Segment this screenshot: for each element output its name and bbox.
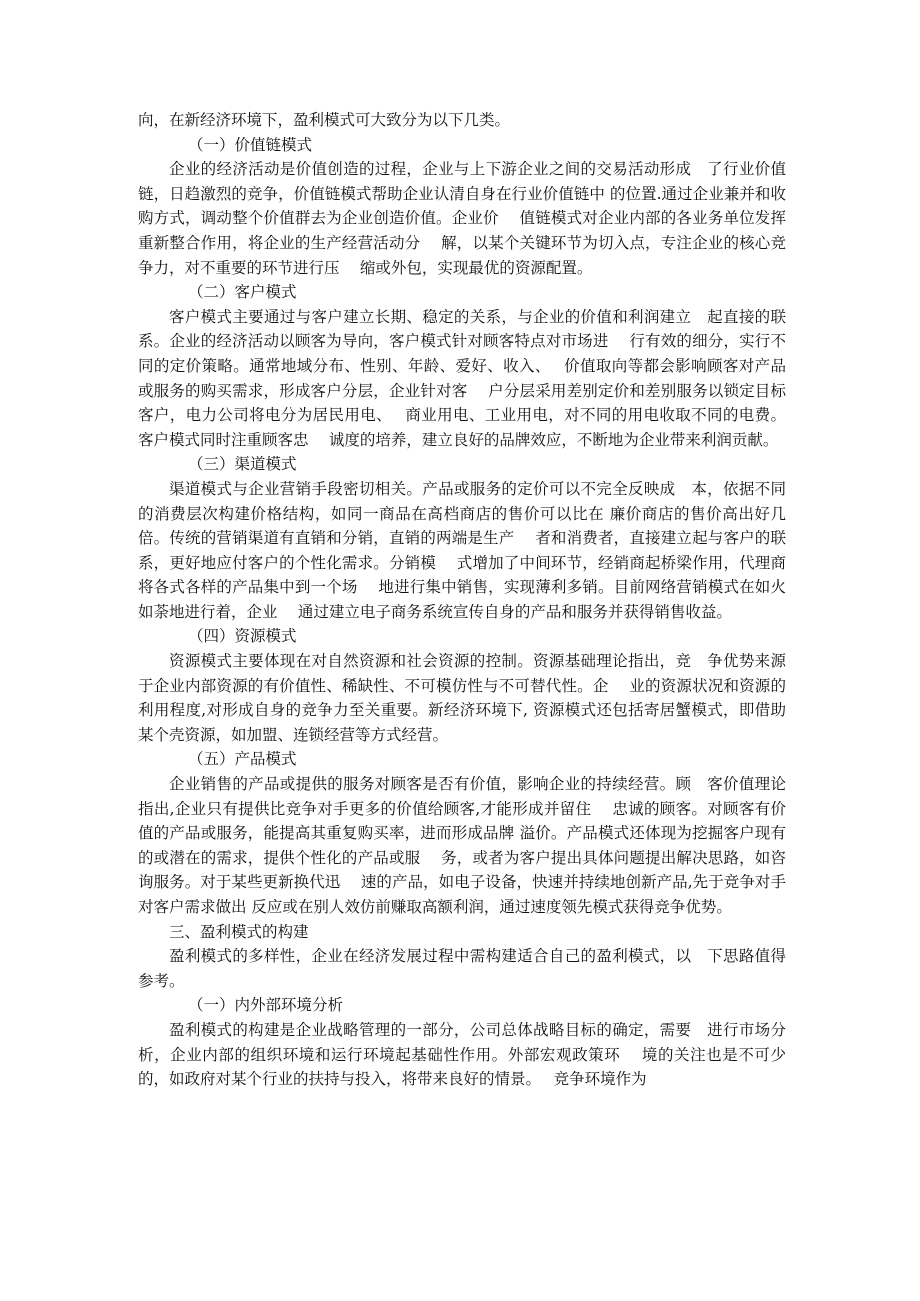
part3-intro-paragraph: 盈利模式的多样性，企业在经济发展过程中需构建适合自己的盈利模式，以 下思路值得参考。 bbox=[138, 947, 786, 990]
section-heading-resource: （四）资源模式 bbox=[188, 627, 297, 646]
section-paragraph-product: 企业销售的产品或提供的服务对顾客是否有价值，影响企业的持续经营。顾 客价值理论指出,企业只有提供比竞争对手更多的价值给顾客,才能形成并留住 忠诚的顾客。对顾客有价值的产品或服务，能提高其重复购买率，进而形成品牌 溢价。产品模式还体现为挖掘客户现有的或潜在的需求，提供个性化的产品或服 务，或者为客户提出具体问题提出解决思路，如咨询服务。对于某些更新换代迅 速的产品，如电子设备，快速并持续地创新产品,先于竞争对手对客户需求做出 反应或在别人效仿前赚取高额利润，通过速度领先模式获得竞争优势。 bbox=[138, 775, 786, 916]
part3-paragraph: 盈利模式的构建是企业战略管理的一部分，公司总体战略目标的确定，需要 进行市场分析，企业内部的组织环境和运行环境起基础性作用。外部宏观政策环 境的关注也是不可少的，如政府对某个行业的扶持与投入，将带来良好的情景。 竞争环境作为 bbox=[138, 1020, 786, 1089]
section-heading-value-chain: （一）价值链模式 bbox=[188, 135, 313, 154]
intro-paragraph: 向，在新经济环境下，盈利模式可大致分为以下几类。 bbox=[138, 111, 511, 129]
section-heading-product: （五）产品模式 bbox=[188, 750, 297, 769]
section-paragraph-customer: 客户模式主要通过与客户建立长期、稳定的关系，与企业的价值和利润建立 起直接的联系。企业的经济活动以顾客为导向，客户模式针对顾客特点对市场进 行有效的细分，实行不同的定价策略。通常地域分布、性别、年龄、爱好、收入、 价值取向等都会影响顾客对产品或服务的购买需求，形成客户分层，企业针对客 户分层采用差别定价和差别服务以锁定目标客户，电力公司将电分为居民用电、 商业用电、工业用电，对不同的用电收取不同的电费。客户模式同时注重顾客忠 诚度的培养，建立良好的品牌效应，不断地为企业带来利润贡献。 bbox=[138, 307, 786, 449]
section-heading-channel: （三）渠道模式 bbox=[188, 455, 297, 474]
part3-sub-heading: （一）内外部环境分析 bbox=[188, 996, 344, 1015]
part3-heading: 三、盈利模式的构建 bbox=[169, 922, 309, 941]
section-paragraph-value-chain: 企业的经济活动是价值创造的过程，企业与上下游企业之间的交易活动形成 了行业价值链，日趋激烈的竞争，价值链模式帮助企业认清自身在行业价值链中 的位置.通过企业兼并和收购方式，调动整个价值群去为企业创造价值。企业价 值链模式对企业内部的各业务单位发挥重新整合作用，将企业的生产经营活动分 解，以某个关键环节为切入点，专注企业的核心竞争力，对不重要的环节进行压 缩或外包，实现最优的资源配置。 bbox=[138, 160, 786, 277]
document-page bbox=[138, 108, 786, 1092]
section-heading-customer: （二）客户模式 bbox=[188, 283, 297, 302]
section-paragraph-channel: 渠道模式与企业营销手段密切相关。产品或服务的定价可以不完全反映成 本，依据不同的消费层次构建价格结构，如同一商品在高档商店的售价可以比在 廉价商店的售价高出好几倍。传统的营销渠道有直销和分销，直销的两端是生产 者和消费者，直接建立起与客户的联系，更好地应付客户的个性化需求。分销模 式增加了中间环节，经销商起桥梁作用，代理商将各式各样的产品集中到一个场 地进行集中销售，实现薄利多销。目前网络营销模式在如火如荼地进行着，企业 通过建立电子商务系统宣传自身的产品和服务并获得销售收益。 bbox=[138, 479, 786, 621]
section-paragraph-resource: 资源模式主要体现在对自然资源和社会资源的控制。资源基础理论指出，竞 争优势来源于企业内部资源的有价值性、稀缺性、不可模仿性与不可替代性。企 业的资源状况和资源的利用程度,对形成自身的竞争力至关重要。新经济环境下, 资源模式还包括寄居蟹模式，即借助某个壳资源，如加盟、连锁经营等方式经营。 bbox=[138, 652, 786, 744]
